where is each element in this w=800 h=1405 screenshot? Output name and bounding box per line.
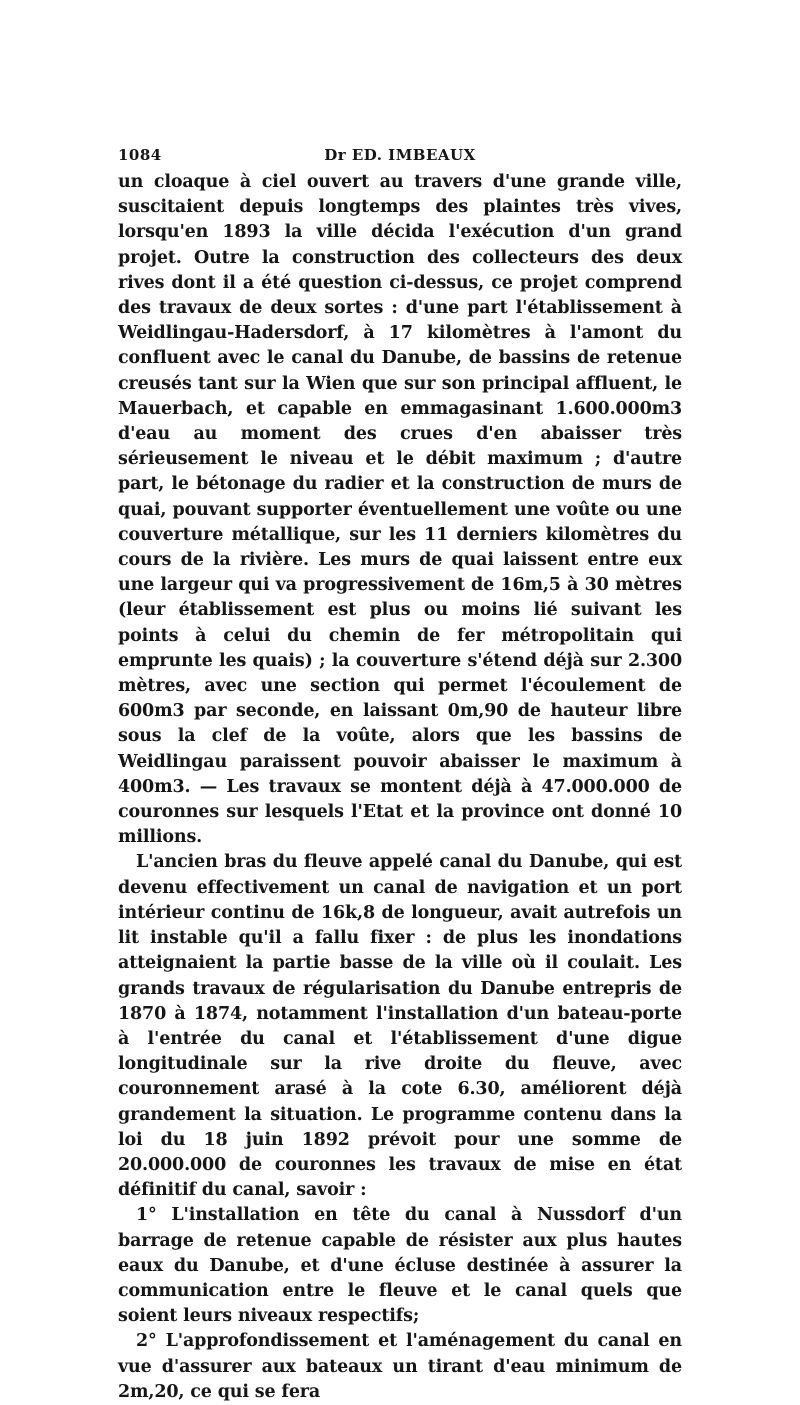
body-text	[118, 170, 682, 1405]
header-author: Dr ED. IMBEAUX	[324, 146, 476, 164]
running-head	[118, 146, 682, 170]
paragraph-item-2: 2° L'approfondissement et l'aménagement du canal en vue d'assurer aux bateaux un tirant d'eau minimum de 2m,20, ce qui se fera	[118, 1331, 682, 1402]
page-number: 1084	[118, 146, 162, 164]
paragraph-item-1: 1° L'installation en tête du canal à Nussdorf d'un barrage de retenue capable de résister aux plus hautes eaux du Danube, et d'une écluse destinée à assurer la communication entre le fleuve et le canal quels que soient leurs niveaux respectifs;	[118, 1205, 682, 1327]
paragraph-wien-works: un cloaque à ciel ouvert au travers d'une grande ville, suscitaient depuis longtemps des plaintes très vives, lorsqu'en 1893 la ville décida l'exécution d'un grand projet. Outre la construction des collecteurs des deux rives dont il a été question ci-dessus, ce projet comprend des travaux de deux sortes : d'une part l'établissement à Weidlingau-Hadersdorf, à 17 kilomètres à l'amont du confluent avec le canal du Danube, de bassins de retenue creusés tant sur la Wien que sur son principal affluent, le Mauerbach, et capable en emmagasinant 1.600.000m3 d'eau au moment des crues d'en abaisser très sérieusement le niveau et le débit maximum ; d'autre part, le bétonage du radier et la construction de murs de quai, pouvant supporter éventuellement une voûte ou une couverture métallique, sur les 11 derniers kilomètres du cours de la rivière. Les murs de quai laissent entre eux une largeur qui va progressivement de 16m,5 à 30 mètres (leur établissement est plus ou moins lié suivant les points à celui du chemin de fer métropolitain qui emprunte les quais) ; la couverture s'étend déjà sur 2.300 mètres, avec une section qui permet l'écoulement de 600m3 par seconde, en laissant 0m,90 de hauteur libre sous la clef de la voûte, alors que les bassins de Weidlingau paraissent pouvoir abaisser le maximum à 400m3. — Les travaux se montent déjà à 47.000.000 de couronnes sur lesquels l'Etat et la province ont donné 10 millions.	[118, 172, 682, 848]
paragraph-danube-canal: L'ancien bras du fleuve appelé canal du Danube, qui est devenu effectivement un canal de navigation et un port intérieur continu de 16k,8 de longueur, avait autrefois un lit instable qu'il a fallu fixer : de plus les inondations atteignaient la partie basse de la ville où il coulait. Les grands travaux de régularisation du Danube entrepris de 1870 à 1874, notamment l'installation d'un bateau-porte à l'entrée du canal et l'établissement d'une digue longitudinale sur la rive droite du fleuve, avec couronnement arasé à la cote 6.30, améliorent déjà grandement la situation. Le programme contenu dans la loi du 18 juin 1892 prévoit pour une somme de 20.000.000 de couronnes les travaux de mise en état définitif du canal, savoir :	[118, 852, 682, 1201]
book-page	[118, 146, 682, 1405]
